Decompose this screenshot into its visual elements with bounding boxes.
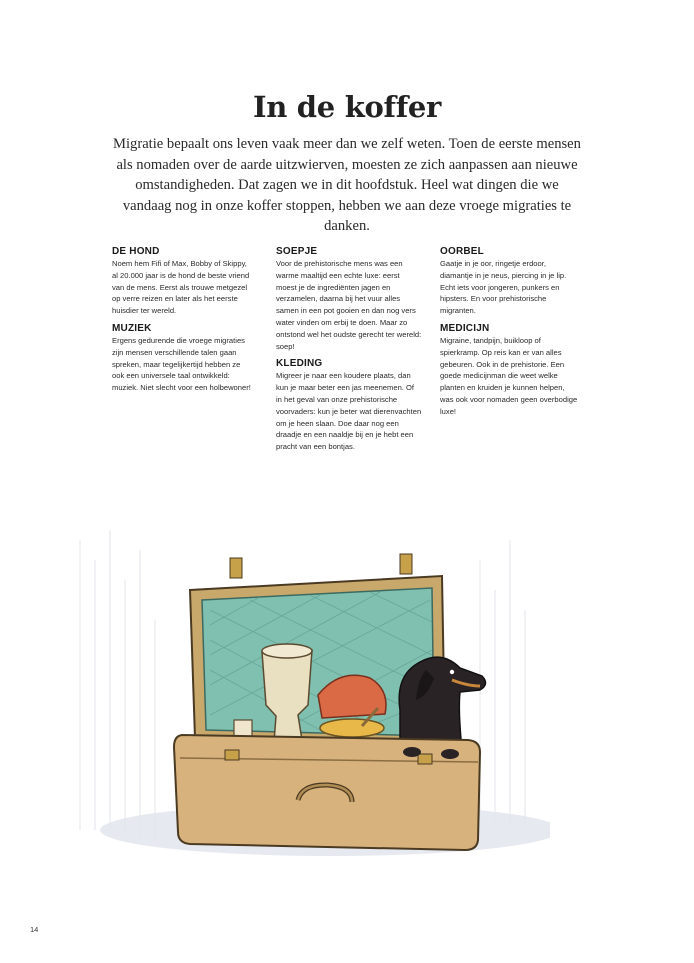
lid-clip-left bbox=[230, 558, 242, 578]
section-oorbel bbox=[440, 246, 580, 317]
dog-paw-right bbox=[441, 749, 459, 759]
lid-clip-right bbox=[400, 554, 412, 574]
section-heading: KLEDING bbox=[276, 358, 323, 370]
dog-eye bbox=[450, 670, 454, 674]
section-heading: SOEPJE bbox=[276, 246, 318, 257]
section-text: Noem hem Fifi of Max, Bobby of Skippy, al 20.000 jaar is de hond de beste vriend van de mens. Eerst als trouwe metgezel op verre reizen en later als het eerste huisdier ter wereld. bbox=[112, 259, 250, 316]
section-text: Migreer je naar een koudere plaats, dan kun je maar beter een jas meenemen. Of in het geval van onze prehistorische voorvaders: kun je beter wat dierenvachten om je heen slaan. Doe daar nog een draadje en een naaldje bij en je hebt een pracht van een bontjas. bbox=[276, 371, 422, 452]
section-kleding bbox=[276, 358, 422, 453]
latch-left bbox=[225, 750, 239, 760]
latch-right bbox=[418, 754, 432, 764]
page-number: 14 bbox=[30, 925, 39, 934]
intro-paragraph: Migratie bepaalt ons leven vaak meer dan we zelf weten. Toen de eerste mensen als nomaden over de aarde uitzwierven, moesten ze zich aanpassen aan nieuwe omstandigheden. Dat zagen we in dit hoofdstuk. Heel wat dingen die we vandaag nog in onze koffer stoppen, hebben we aan deze vroege migraties te danken. bbox=[113, 136, 581, 234]
section-soepje bbox=[276, 246, 422, 352]
section-heading: DE HOND bbox=[112, 246, 160, 257]
suitcase-body bbox=[174, 735, 480, 850]
dog-paw-left bbox=[403, 747, 421, 757]
section-text: Migraine, tandpijn, buikloop of spierkramp. Op reis kan er van alles gebeuren. Ook in de prehistorie. Een goede medicijnman die weet welke planten en kruiden je kunnen helpen, was ook voor nomaden geen overbodige luxe! bbox=[440, 335, 578, 416]
column-middle bbox=[276, 246, 422, 459]
section-de-hond bbox=[112, 246, 252, 317]
column-right bbox=[440, 246, 580, 424]
section-medicijn bbox=[440, 323, 580, 418]
column-left bbox=[112, 246, 252, 400]
section-heading: OORBEL bbox=[440, 246, 484, 257]
page-title: In de koffer bbox=[252, 90, 442, 124]
section-text: Gaatje in je oor, ringetje erdoor, diamantje in je neus, piercing in je lip. Echt iets voor jongeren, punkers en hipsters. En voor prehistorische migranten. bbox=[440, 259, 567, 316]
section-text: Voor de prehistorische mens was een warme maaltijd een echte luxe: eerst moest je de ingrediënten jagen en verzamelen, daarna bij het vuur alles samen in een pot gooien en dan nog vers water vinden om erbij te doen. Maar zo ontstond wel het oudste gerecht ter wereld: soep! bbox=[276, 259, 422, 351]
suitcase-with-dog-illustration bbox=[50, 500, 550, 860]
dog bbox=[399, 657, 485, 752]
section-muziek bbox=[112, 323, 252, 394]
section-heading: MEDICIJN bbox=[440, 322, 490, 334]
soup-bowl bbox=[320, 719, 384, 737]
section-text: Ergens gedurende die vroege migraties zijn mensen verschillende talen gaan spreken, maar tegelijkertijd hebben ze ook een universele taal ontwikkeld: muziek. Niet slecht voor een holbewoner! bbox=[112, 335, 251, 393]
section-heading: MUZIEK bbox=[112, 322, 152, 334]
